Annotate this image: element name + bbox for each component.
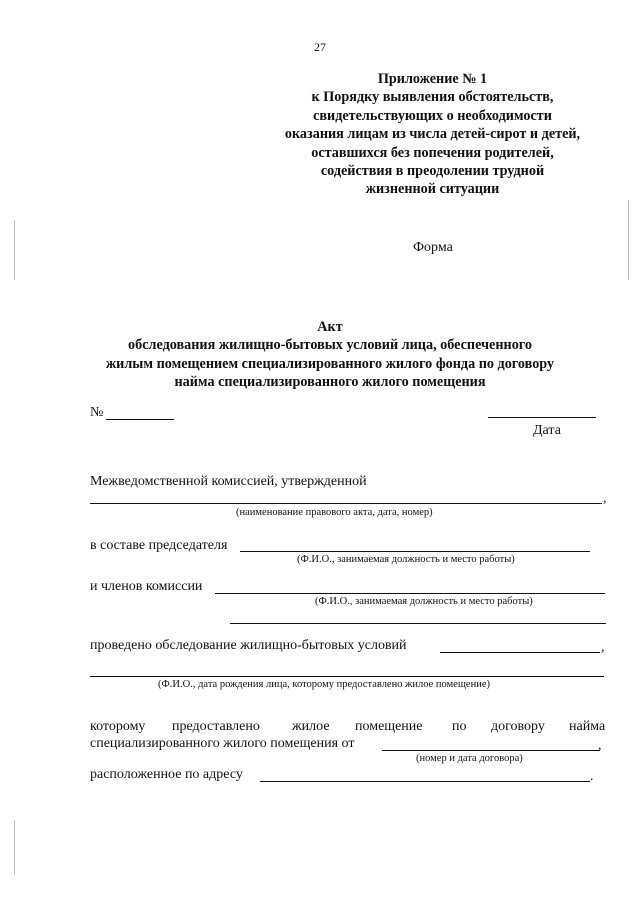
form-label: Форма — [413, 240, 453, 255]
provided-word: которому — [90, 719, 146, 734]
scan-edge-left-lower — [14, 820, 15, 875]
provided-word: помещение — [355, 719, 423, 734]
act-title-line: найма специализированного жилого помещения — [174, 374, 486, 391]
inspection-comma: , — [601, 640, 605, 655]
date-label: Дата — [533, 423, 561, 438]
person-field[interactable] — [90, 676, 604, 677]
scan-edge-left — [14, 220, 15, 280]
chairman-caption: (Ф.И.О., занимаемая должность и место работы) — [297, 554, 515, 565]
members-caption: (Ф.И.О., занимаемая должность и место работы) — [315, 596, 533, 607]
act-title-line: обследования жилищно-бытовых условий лица, обеспеченного — [128, 337, 532, 354]
chairman-text: в составе председателя — [90, 538, 228, 553]
contract-text: специализированного жилого помещения от — [90, 736, 355, 751]
appendix-line: оставшихся без попечения родителей, — [311, 144, 554, 161]
inspection-text: проведено обследование жилищно-бытовых условий — [90, 638, 407, 653]
provided-word: найма — [569, 719, 606, 734]
person-caption: (Ф.И.О., дата рождения лица, которому предоставлено жилое помещение) — [158, 679, 490, 690]
inspection-field[interactable] — [440, 652, 600, 653]
appendix-line: оказания лицам из числа детей-сирот и детей, — [284, 126, 581, 143]
legal-act-field[interactable] — [90, 503, 602, 504]
appendix-line: свидетельствующих о необходимости — [313, 107, 552, 124]
members-field-extra[interactable] — [230, 623, 606, 624]
appendix-line: жизненной ситуации — [365, 181, 500, 198]
legal-act-comma: , — [603, 491, 607, 506]
provided-word: по — [452, 719, 467, 734]
contract-field[interactable] — [382, 750, 600, 751]
provided-word: жилое — [292, 719, 330, 734]
scan-edge-right — [628, 200, 629, 280]
address-period: . — [590, 769, 594, 784]
appendix-header — [270, 70, 595, 199]
appendix-line: содействия в преодолении трудной — [320, 163, 545, 180]
act-title-line: жилым помещением специализированного жилого фонда по договору — [105, 355, 555, 372]
appendix-title: Приложение № 1 — [377, 71, 488, 87]
act-title-block — [60, 318, 600, 392]
act-title: Акт — [317, 319, 343, 335]
members-text: и членов комиссии — [90, 579, 203, 594]
contract-caption: (номер и дата договора) — [416, 753, 523, 764]
page-number: 27 — [314, 40, 326, 54]
provided-word: договору — [491, 719, 545, 734]
chairman-field[interactable] — [240, 551, 590, 552]
date-field[interactable] — [488, 417, 596, 418]
address-field[interactable] — [260, 781, 590, 782]
commission-text: Межведомственной комиссией, утвержденной — [90, 474, 367, 489]
number-field[interactable] — [106, 419, 174, 420]
legal-act-caption: (наименование правового акта, дата, номер) — [236, 507, 433, 518]
number-label: № — [90, 405, 104, 420]
contract-comma: , — [598, 738, 602, 753]
members-field[interactable] — [215, 593, 605, 594]
appendix-line: к Порядку выявления обстоятельств, — [311, 89, 554, 106]
address-text: расположенное по адресу — [90, 767, 243, 782]
provided-word: предоставлено — [172, 719, 260, 734]
